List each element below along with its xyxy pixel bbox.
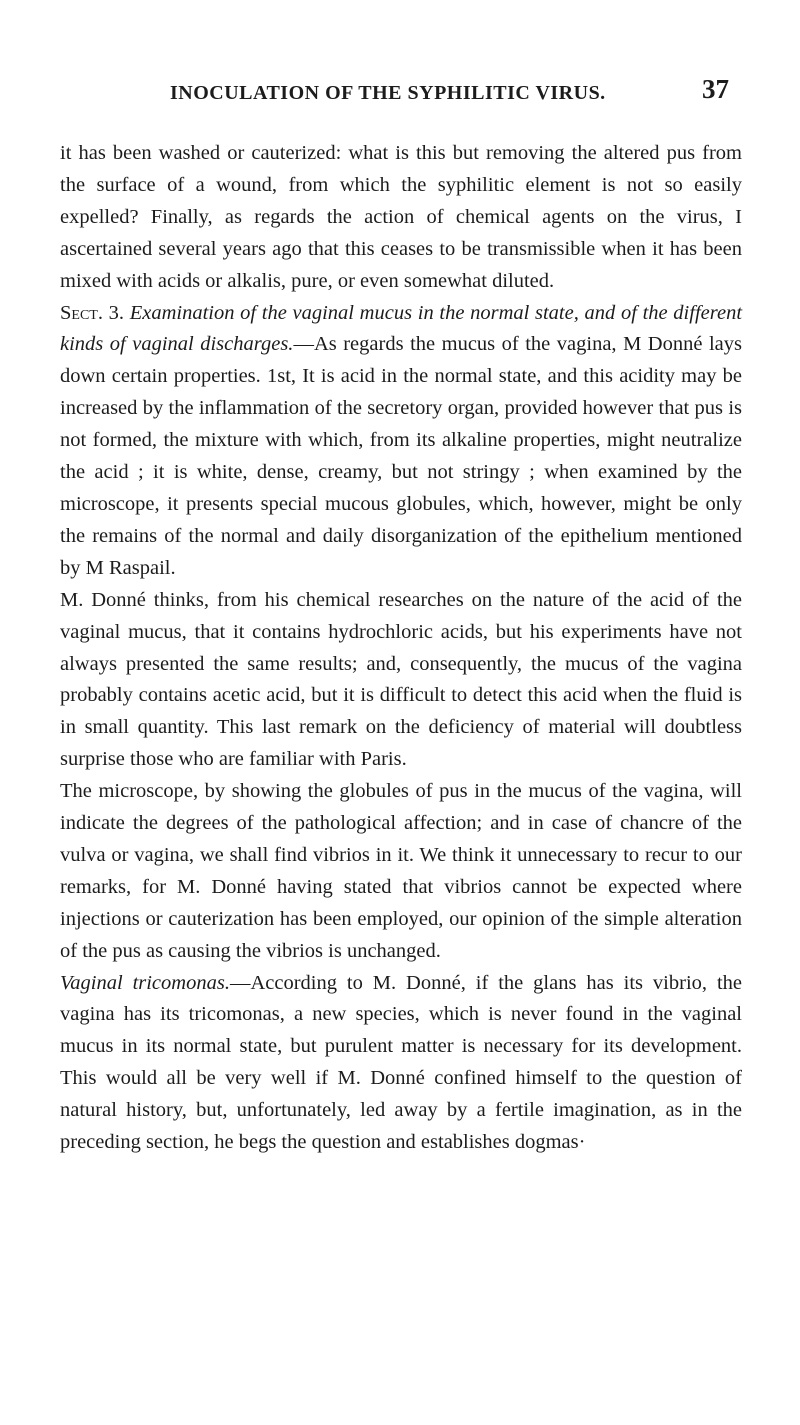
section-paragraph	[60, 298, 742, 585]
subsection-heading: Vaginal tricomonas.	[60, 971, 230, 994]
paragraph	[60, 585, 742, 776]
running-title: INOCULATION OF THE SYPHILITIC VIRUS.	[170, 82, 606, 104]
paragraph-text: —As regards the mucus of the vagina, M Donné lays down certain properties. 1st, It is acid in the normal state, and this acidity may be increased by the inflammation of the secretory organ, provided however that pus is not formed, the mixture with which, from its alkaline properties, might neutralize the acid ; it is white, dense, creamy, but not stringy ; when examined by the microscope, it presents special mucous globules, which, however, might be only the remains of the normal and daily disorganization of the epithelium mentioned by M Raspail.	[60, 333, 742, 579]
section-number: Sect. 3.	[60, 301, 125, 324]
paragraph	[60, 776, 742, 967]
page-number: 37	[702, 74, 729, 104]
section-heading: Examination of the vaginal mucus in the normal state, and of the different kinds of vaginal discharges.	[60, 301, 743, 356]
paragraph-text: it has been washed or cauterized: what is this but removing the altered pus from the surface of a wound, from which the syphilitic element is not so easily expelled? Finally, as regards the action of chemical agents on the virus, I ascertained several years ago that this ceases to be transmissible when it has been mixed with acids or alkalis, pure, or even somewhat diluted.	[60, 142, 742, 292]
body-text	[60, 138, 742, 1159]
paragraph	[60, 138, 742, 298]
paragraph-text: The microscope, by showing the globules of pus in the mucus of the vagina, will indicate the degrees of the pathological affection; and in case of chancre of the vulva or vagina, we shall find vibrios in it. We think it unnecessary to recur to our remarks, for M. Donné having stated that vibrios cannot be expected where injections or cauterization has been employed, our opinion of the simple alteration of the pus as causing the vibrios is unchanged.	[60, 780, 742, 962]
subsection-paragraph	[60, 968, 742, 1159]
paragraph-text: M. Donné thinks, from his chemical researches on the nature of the acid of the vaginal mucus, that it contains hydrochloric acids, but his experiments have not always presented the same results; and, consequently, the mucus of the vagina probably contains acetic acid, but it is difficult to detect this acid when the fluid is in small quantity. This last remark on the deficiency of material will doubtless surprise those who are familiar with Paris.	[60, 588, 742, 771]
paragraph-text: —According to M. Donné, if the glans has its vibrio, the vagina has its tricomonas, a new species, which is never found in the vaginal mucus in its normal state, but purulent matter is necessary for its development. This would all be very well if M. Donné confined himself to the question of natural history, but, unfortunately, led away by a fertile imagination, as in the preceding section, he begs the question and establishes dogmas·	[60, 971, 742, 1154]
